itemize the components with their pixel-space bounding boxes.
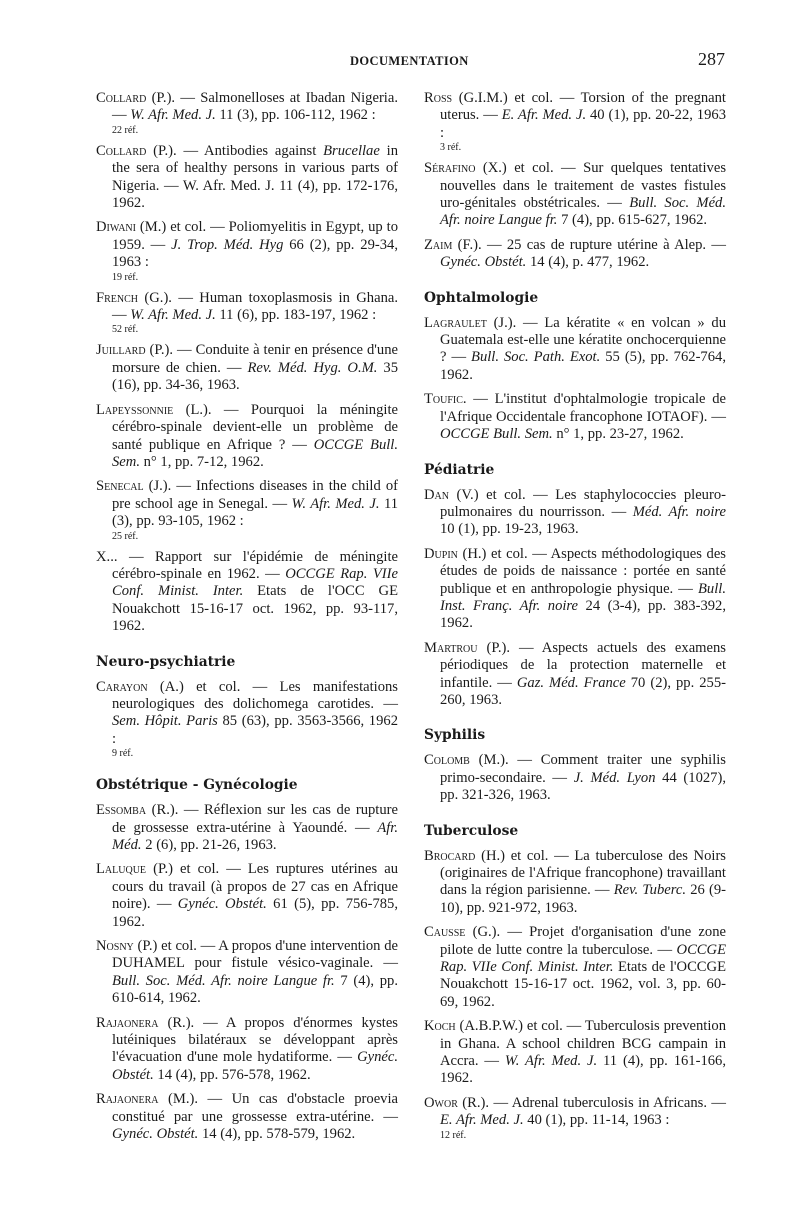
bibliography-entry [424, 1018, 726, 1088]
bibliography-entry [424, 487, 726, 539]
entry-citation: 11 (3), pp. 93-105, 1962 : [112, 495, 399, 530]
entry-journal: J. Méd. Lyon [573, 769, 656, 786]
entry-citation: 66 (2), pp. 29-34, 1963 : [112, 236, 399, 271]
running-title: DOCUMENTATION [350, 54, 469, 68]
bibliography-entry [96, 219, 398, 282]
entry-citation: 11 (3), pp. 106-112, 1962 : [215, 107, 376, 124]
bibliography-entry [96, 90, 398, 136]
entry-author: Causse [424, 924, 466, 941]
entry-title: (A.B.P.W.) et col. — Tuberculosis prevention in Ghana. A school children BCG campain in Accra. — [440, 1018, 726, 1070]
bibliography-entry [424, 924, 726, 1011]
entry-title: (J.). — La kératite « en volcan » du Guatemala est-elle une kératite onchocerquienne ? — [440, 314, 726, 366]
entry-citation: 40 (1), pp. 20-22, 1963 : [440, 107, 726, 141]
entry-author: Senecal [96, 478, 144, 495]
entry-title: (H.) et col. — Aspects méthodologiques des études de poids de naissance : portée en santé publique et en anthropologie physique. — [440, 545, 726, 597]
entry-journal: Gynéc. Obstét. [112, 1126, 199, 1143]
entry-journal: OCCGE Bull. Sem. [440, 426, 553, 443]
section-title-tuberculose: Tuberculose [424, 822, 519, 839]
entry-journal: E. Afr. Med. J. [440, 1112, 524, 1129]
entry-author: Carayon [96, 678, 148, 695]
entry-group [424, 848, 726, 1141]
bibliography-entry [424, 315, 726, 385]
entry-title: (G.). — Projet d'organisation d'une zone pilote de lutte contre la tuberculose. — [440, 924, 726, 958]
entry-title: (X.) et col. — Sur quelques tentatives nouvelles dans le traitement de vastes fistules uro-génitales obstétricales. — [440, 160, 726, 212]
entry-citation: 26 (9-10), pp. 921-972, 1963. [440, 882, 726, 916]
entry-citation: 61 (5), pp. 756-785, 1962. [112, 896, 398, 930]
bibliography-entry [424, 391, 726, 443]
entry-journal: Afr. Méd. [112, 819, 398, 853]
entry-author: Collard [96, 90, 147, 106]
entry-title: (R.). — A propos d'énormes kystes lutéiniques bilatéraux se développant après l'évacuation d'une mole hydatiforme. — [112, 1014, 398, 1066]
entry-group [424, 752, 726, 804]
entry-group [424, 90, 726, 272]
section-title-obstetrique: Obstétrique - Gynécologie [96, 777, 298, 794]
entry-author: Essomba [96, 802, 147, 819]
entry-author: Rajaonera [96, 1091, 159, 1108]
entry-title: (V.) et col. — Les staphylococcies pleuro-pulmonaires du nourrisson. — [440, 486, 726, 520]
bibliography-entry [96, 143, 398, 213]
entry-title: — Rapport sur l'épidémie de méningite cérébro-spinale en 1962. — [112, 548, 398, 582]
section-title-syphilis: Syphilis [424, 727, 486, 744]
entry-title: (P.). — Aspects actuels des examens périodiques de la protection maternelle et infantile. — [440, 639, 726, 691]
bibliography-entry [424, 640, 726, 710]
entry-citation: Etats de l'OCCGE Nouakchott 15-16-17 oct. 1962, vol. 3, pp. 60-69, 1962. [440, 959, 726, 1010]
entry-title: (A.) et col. — Les manifestations neurologiques des dolichomega carotides. — [112, 678, 398, 712]
bibliography-entry [424, 1095, 726, 1141]
bibliography-entry [96, 679, 398, 760]
bibliography-entry [96, 402, 398, 472]
entry-author: Juillard [96, 342, 146, 359]
entry-journal: Gynéc. Obstét. [440, 254, 527, 271]
entry-journal: J. Trop. Méd. Hyg [171, 236, 284, 253]
bibliography-entry [96, 802, 398, 854]
entry-citation: Etats de l'OCC GE Nouakchott 15-16-17 oct. 1962, pp. 93-117, 1962. [112, 583, 398, 635]
bibliography-entry [96, 861, 398, 931]
entry-author: Laluque [96, 861, 147, 878]
entry-journal: Bull. Inst. Franç. Afr. noire [440, 580, 726, 614]
entry-citation: 70 (2), pp. 255-260, 1963. [440, 674, 727, 708]
entry-title: (M.). — Un cas d'obstacle proevia constitué par une grossesse extra-utérine. — [112, 1091, 398, 1125]
right-column [424, 90, 726, 1148]
section-title-pediatrie: Pédiatrie [424, 461, 495, 478]
entry-title: (P.). — Antibodies against [146, 142, 324, 159]
entry-author: Dupin [424, 545, 458, 562]
bibliography-entry [96, 290, 398, 336]
entry-title: . — L'institut d'ophtalmologie tropicale de l'Afrique Occidentale francophone IOTAOF). — [440, 391, 726, 425]
entry-citation: 14 (4), pp. 578-579, 1962. [198, 1126, 356, 1143]
entry-citation: 24 (3-4), pp. 383-392, 1962. [440, 597, 726, 632]
entry-citation: 44 (1027), pp. 321-326, 1963. [440, 769, 726, 804]
entry-citation: 85 (63), pp. 3563-3566, 1962 : [112, 713, 398, 747]
bibliography-entry [424, 237, 726, 272]
entry-journal: Brucellae [323, 142, 380, 159]
entry-reference-count: 3 réf. [440, 142, 462, 154]
entry-author: Diwani [96, 219, 136, 236]
entry-reference-count: 9 réf. [112, 748, 134, 760]
section-title-neuro-psychiatrie: Neuro-psychiatrie [96, 653, 236, 670]
entry-group [96, 90, 398, 636]
entry-journal: OCCGE Bull. Sem. [112, 436, 399, 470]
entry-journal: OCCGE Rap. VIIe Conf. Minist. Inter. [440, 941, 726, 976]
entry-author: Collard [96, 142, 147, 159]
entry-citation: n° 1, pp. 7-12, 1962. [139, 453, 264, 470]
bibliography-entry [424, 752, 726, 804]
entry-title: (P.). — Conduite à tenir en présence d'une morsure de chien. — [112, 342, 398, 376]
entry-citation: 11 (4), pp. 161-166, 1962. [440, 1053, 726, 1087]
entry-title: (J.). — Infections diseases in the child of pre school age in Senegal. — [112, 478, 398, 512]
entry-citation: 2 (6), pp. 21-26, 1963. [141, 837, 277, 853]
entry-citation: 11 (6), pp. 183-197, 1962 : [215, 307, 377, 324]
section-title-ophtalmologie: Ophtalmologie [424, 289, 539, 306]
entry-group [424, 487, 726, 710]
entry-group [96, 802, 398, 1143]
page-number: 287 [698, 49, 725, 69]
entry-reference-count: 22 réf. [112, 124, 139, 136]
entry-author: Lapeyssonnie [96, 401, 174, 418]
bibliography-entry [96, 342, 398, 394]
entry-citation: n° 1, pp. 23-27, 1962. [552, 426, 684, 443]
entry-author: Dan [424, 486, 449, 503]
entry-author: Rajaonera [96, 1014, 159, 1031]
entry-journal: Gynéc. Obstét. [177, 896, 267, 913]
entry-group [96, 679, 398, 760]
entry-citation: in the sera of healthy persons in various parts of Nigeria. — W. Afr. Med. J. 11 (4), pp. 172-176, 1962. [112, 142, 398, 212]
entry-journal: W. Afr. Med. J. [130, 107, 216, 124]
entry-journal: Gynéc. Obstét. [112, 1049, 398, 1083]
entry-title: (P.) et col. — Les ruptures utérines au cours du travail (à propos de 27 cas en Afrique noire). — [112, 861, 398, 913]
entry-citation: 7 (4), pp. 610-614, 1962. [112, 972, 398, 1007]
bibliography-entry [424, 848, 726, 918]
bibliography-entry [424, 546, 726, 633]
entry-author: Toufic [424, 391, 463, 408]
entry-journal: Rev. Tuberc. [613, 882, 686, 899]
entry-group [424, 315, 726, 444]
entry-author: Owor [424, 1094, 458, 1111]
entry-title: (P.) et col. — A propos d'une intervention de DUHAMEL pour fistule vésico-vaginale. — [112, 938, 398, 972]
entry-journal: W. Afr. Med. J. [504, 1053, 598, 1070]
entry-journal: Gaz. Méd. France [516, 674, 626, 691]
entry-title: (L.). — Pourquoi la méningite cérébro-spinale devient-elle un problème de santé publique en Afrique ? — [112, 401, 398, 453]
entry-journal: E. Afr. Med. J. [501, 107, 587, 124]
entry-title: (H.) et col. — La tuberculose des Noirs (originaires de l'Afrique francophone) travaillant dans la région parisienne. — [440, 847, 726, 899]
entry-author: X... [96, 548, 118, 565]
entry-journal: Sem. Hôpit. Paris [112, 713, 218, 730]
entry-citation: 35 (16), pp. 34-36, 1963. [112, 359, 398, 394]
entry-title: (R.). — Réflexion sur les cas de rupture de grossesse extra-utérine à Yaoundé. — [112, 802, 398, 836]
entry-title: (G.). — Human toxoplasmosis in Ghana. — [112, 289, 398, 324]
entry-journal: Rev. Méd. Hyg. O.M. [247, 359, 378, 376]
bibliography-entry [424, 160, 726, 230]
entry-title: (G.I.M.) et col. — Torsion of the pregnant uterus. — [440, 90, 726, 124]
entry-author: Koch [424, 1018, 456, 1035]
entry-author: French [96, 289, 139, 306]
entry-author: Lagraulet [424, 314, 487, 331]
entry-author: Brocard [424, 847, 476, 864]
entry-journal: W. Afr. Med. J. [130, 307, 216, 324]
entry-title: (M.). — Comment traiter une syphilis primo-secondaire. — [440, 752, 726, 786]
entry-citation: 10 (1), pp. 19-23, 1963. [440, 521, 579, 538]
entry-title: (P.). — Salmonelloses at Ibadan Nigeria. — [112, 90, 398, 124]
entry-author: Zaim [424, 236, 453, 253]
entry-author: Colomb [424, 752, 470, 769]
entry-journal: Bull. Soc. Méd. Afr. noire Langue fr. [440, 195, 726, 229]
entry-reference-count: 52 réf. [112, 324, 139, 336]
entry-journal: Bull. Soc. Méd. Afr. noire Langue fr. [112, 972, 335, 989]
entry-citation: 40 (1), pp. 11-14, 1963 : [523, 1112, 670, 1129]
entry-journal: W. Afr. Med. J. [291, 495, 380, 512]
bibliography-entry [96, 1091, 398, 1143]
entry-author: Ross [424, 90, 453, 106]
left-column [96, 90, 398, 1151]
entry-author: Martrou [424, 639, 478, 656]
entry-title: (R.). — Adrenal tuberculosis in Africans. — [457, 1094, 726, 1111]
entry-citation: 14 (4), pp. 576-578, 1962. [153, 1066, 311, 1083]
entry-title: (F.). — 25 cas de rupture utérine à Alep. — [452, 236, 726, 253]
bibliography-entry [424, 90, 726, 153]
entry-citation: 55 (5), pp. 762-764, 1962. [440, 349, 726, 383]
entry-author: Sérafino [424, 160, 476, 177]
bibliography-entry [96, 478, 398, 541]
bibliography-entry [96, 938, 398, 1008]
entry-journal: Méd. Afr. noire [632, 503, 726, 520]
bibliography-entry [96, 1015, 398, 1085]
entry-citation: 14 (4), p. 477, 1962. [526, 254, 650, 271]
entry-title: (M.) et col. — Poliomyelitis in Egypt, up to 1959. — [112, 219, 398, 253]
entry-journal: Bull. Soc. Path. Exot. [471, 349, 601, 366]
entry-journal: OCCGE Rap. VIIe Conf. Minist. Inter. [112, 565, 398, 600]
entry-author: Nosny [96, 938, 134, 955]
bibliography-entry [96, 549, 398, 636]
entry-citation: 7 (4), pp. 615-627, 1962. [557, 212, 708, 229]
entry-reference-count: 12 réf. [440, 1129, 467, 1141]
entry-reference-count: 25 réf. [112, 530, 139, 542]
entry-reference-count: 19 réf. [112, 271, 139, 283]
